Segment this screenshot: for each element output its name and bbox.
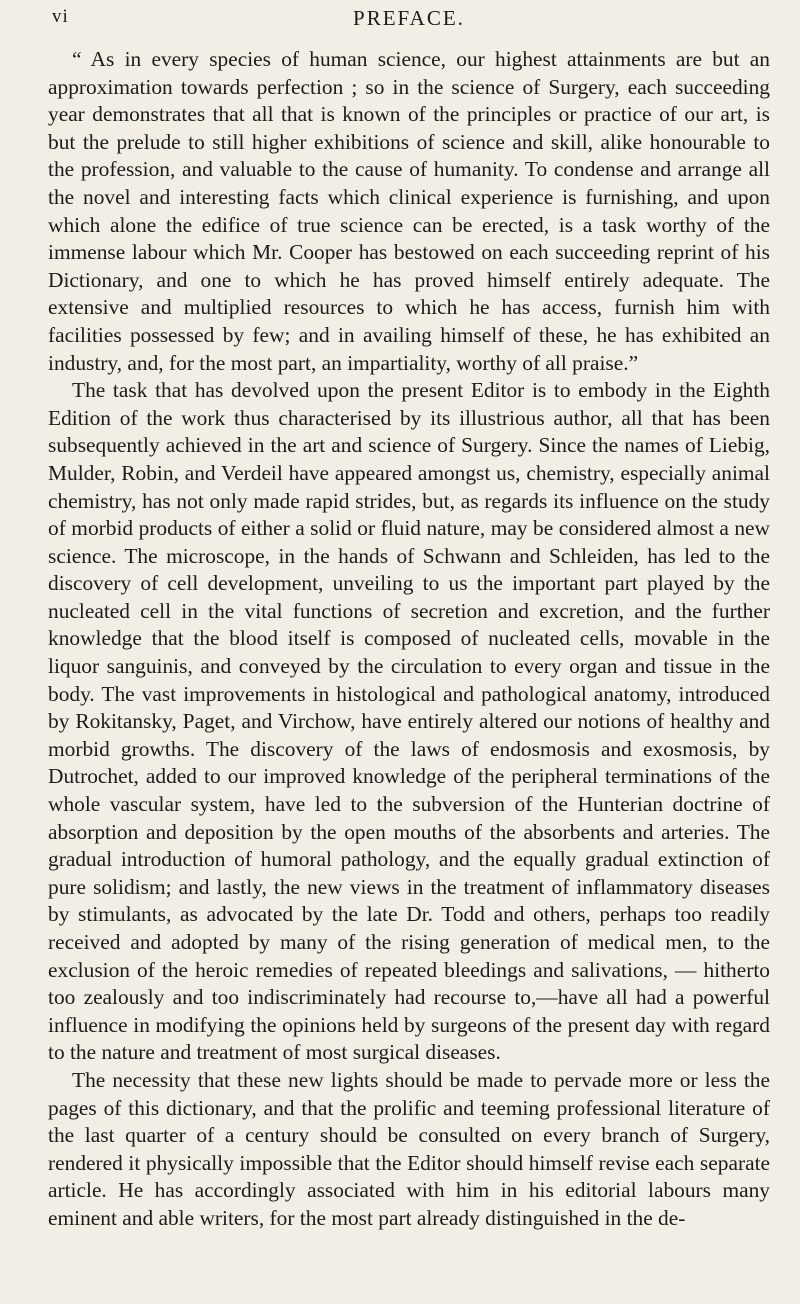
quoted-paragraph: “ As in every species of human science, our highest attainments are but an approximation towards perfection ; so in the science of Surgery, each succeeding year demonstrates that all that is known of the principles or practice of our art, is but the prelude to still higher exhibitions of science and skill, alike honourable to the profession, and valuable to the cause of humanity. To condense and arrange all the novel and interesting facts which clinical experience is furnishing, and upon which alone the edifice of true science can be erected, is a task worthy of the immense labour which Mr. Cooper has bestowed on each succeeding reprint of his Dictionary, and one to which he has proved himself entirely adequate. The extensive and multiplied resources to which he has access, furnish him with facilities possessed by few; and in availing himself of these, he has exhibited an industry, and, for the most part, an impartiality, worthy of all praise.”	[48, 47, 770, 375]
editor-task-paragraph: The task that has devolved upon the present Editor is to embody in the Eighth Edition of the work thus characterised by its illustrious author, all that has been subsequently achieved in the art and science of Surgery. Since the names of Liebig, Mulder, Robin, and Verdeil have appeared amongst us, chemistry, especially animal chemistry, has not only made rapid strides, but, as regards its influence on the study of morbid products of either a solid or fluid nature, may be considered almost a new science. The microscope, in the hands of Schwann and Schleiden, has led to the discovery of cell development, unveiling to us the important part played by the nucleated cell in the vital functions of secretion and excretion, and the further knowledge that the blood itself is composed of nucleated cells, movable in the liquor sanguinis, and conveyed by the circulation to every organ and tissue in the body. The vast improvements in histological and pathological anatomy, introduced by Rokitansky, Paget, and Virchow, have entirely altered our notions of healthy and morbid growths. The discovery of the laws of endosmosis and exosmosis, by Dutrochet, added to our improved knowledge of the peripheral terminations of the whole vascular system, have led to the subversion of the Hunterian doctrine of absorption and deposition by the open mouths of the absorbents and arteries. The gradual introduction of humoral pathology, and the equally gradual extinction of pure solidism; and lastly, the new views in the treatment of inflammatory diseases by stimulants, as advocated by the late Dr. Todd and others, perhaps too readily received and adopted by many of the rising generation of medical men, to the exclusion of the heroic remedies of repeated bleedings and salivations, — hitherto too zealously and too indiscriminately had recourse to,—have all had a powerful influence in modifying the opinions held by surgeons of the present day with regard to the nature and treatment of most surgical diseases.	[48, 378, 770, 1065]
page-number: vi	[52, 6, 69, 27]
preface-body	[48, 46, 770, 1233]
collaborators-paragraph: The necessity that these new lights should be made to pervade more or less the pages of this dictionary, and that the prolific and teeming professional literature of the last quarter of a century should be consulted on every branch of Surgery, rendered it physically impossible that the Editor should himself revise each separate article. He has accordingly associated with him in his editorial labours many eminent and able writers, for the most part already distinguished in the de-	[48, 1067, 770, 1230]
running-head	[48, 4, 770, 46]
running-title: PREFACE.	[353, 6, 465, 30]
